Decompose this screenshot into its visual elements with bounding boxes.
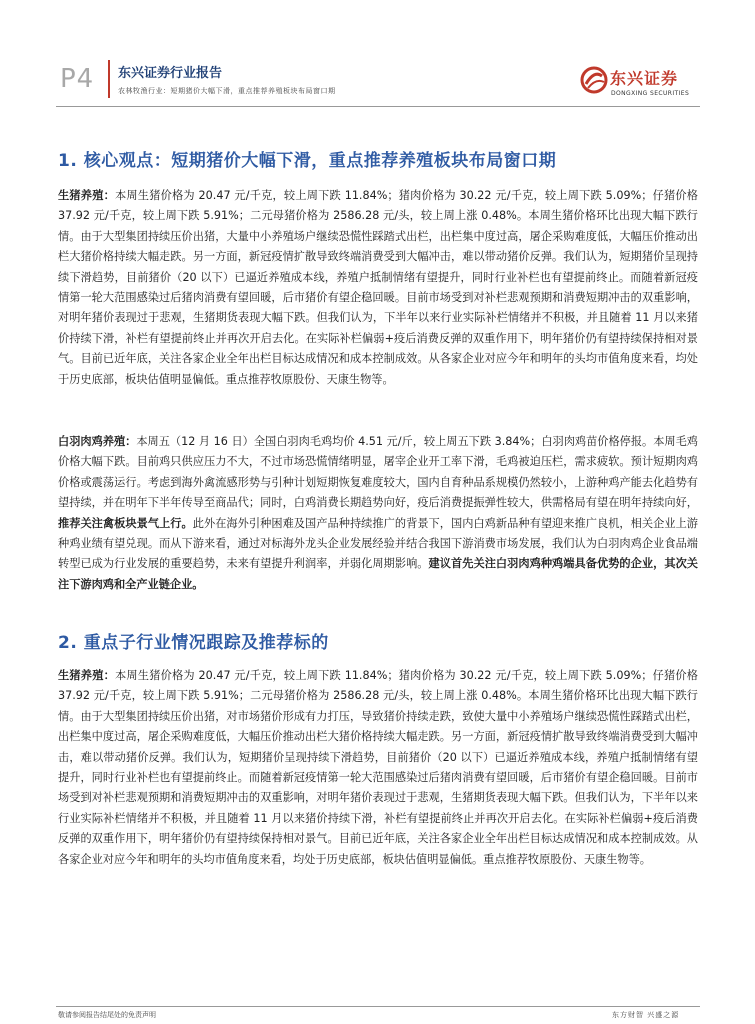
report-subtitle: 农林牧渔行业：短期猪价大幅下滑，重点推荐养殖板块布局窗口期 [118, 87, 336, 95]
page-header [0, 0, 755, 108]
footer-rule [56, 1006, 700, 1007]
header-divider [108, 60, 110, 98]
chicken-emphasis-1: 推荐关注禽板块景气上行。 [58, 516, 193, 530]
section-1-chicken-paragraph [58, 432, 698, 595]
chicken-body-2: 此外在海外引种困难及国产品种持续推广的背景下，国内白鸡新品种有望迎来推广良机，相关企业上游种鸡业绩有望兑现。而从下游来看，通过对标海外龙头企业发展经验并结合我国下游消费市场发展，我们认为白羽肉鸡企业食品端转型已成为行业发展的重要趋势，未来有望提升利润率，并弱化周期影响。 [58, 516, 698, 571]
pig-lead: 生猪养殖： [58, 189, 115, 202]
section-1-heading: 1. 核心观点：短期猪价大幅下滑，重点推荐养殖板块布局窗口期 [58, 151, 557, 171]
logo-emblem-icon [580, 66, 608, 94]
footer-disclaimer: 敬请参阅报告结尾处的免责声明 [58, 1011, 156, 1019]
section-2-heading: 2. 重点子行业情况跟踪及推荐标的 [58, 633, 329, 653]
company-logo [580, 64, 700, 104]
footer-slogan: 东方财智 兴盛之源 [612, 1011, 680, 1019]
logo-text-cn: 东兴证券 [610, 69, 679, 88]
pig-lead-2: 生猪养殖： [58, 669, 115, 682]
report-title: 东兴证券行业报告 [118, 66, 223, 81]
chicken-emphasis-2: 建议首先关注白羽肉鸡种鸡端具备优势的企业，其次关注下游肉鸡和全产业链企业。 [58, 557, 698, 591]
section-1-pig-paragraph [58, 186, 698, 390]
pig-body: 本周生猪价格为 20.47 元/千克，较上周下跌 11.84%；猪肉价格为 30.22 元/千克，较上周下跌 5.09%；仔猪价格 37.92 元/千克，较上周下跌 5.91%；二元母猪价格为 2586.28 元/头，较上周上涨 0.48%。本周生猪价格环比出现大幅下跌行情。由于大型集团持续压价出猪，大量中小养殖场户继续恐慌性踩踏式出栏，出栏集中度过高，屠企采购难度低，大幅压价推动出栏大猪价格持续大幅走跌。另一方面，新冠疫情扩散导致终端消费受到大幅冲击，难以带动猪价反弹。我们认为，短期猪价呈现持续下滑趋势，目前猪价（20 以下）已逼近养殖成本线，养殖户抵制情绪有望提升，同时行业补栏也有望提前终止。而随着新冠疫情第一轮大范围感染过后猪肉消费有望回暖，后市猪价有望企稳回暖。目前市场受到对补栏悲观预期和消费短期冲击的双重影响，对明年猪价表现过于悲观，生猪期货表现大幅下跌。但我们认为，下半年以来行业实际补栏情绪并不积极，并且随着 11 月以来猪价持续下滑，补栏有望提前终止并再次开启去化。在实际补栏偏弱+疫后消费反弹的双重作用下，明年猪价仍有望持续保持相对景气。目前已近年底，关注各家企业全年出栏目标达成情况和成本控制成效。从各家企业对应今年和明年的头均市值角度来看，均处于历史底部，板块估值明显偏低。重点推荐牧原股份、天康生物等。 [58, 189, 698, 386]
chicken-lead: 白羽肉鸡养殖： [58, 435, 137, 448]
pig-body-2: 本周生猪价格为 20.47 元/千克，较上周下跌 11.84%；猪肉价格为 30.22 元/千克，较上周下跌 5.09%；仔猪价格 37.92 元/千克，较上周下跌 5.91%；二元母猪价格为 2586.28 元/头，较上周上涨 0.48%。本周生猪价格环比出现大幅下跌行情。由于大型集团持续压价出猪，对市场猪价形成有力打压，导致猪价持续走跌，致使大量中小养殖场户继续恐慌性踩踏式出栏，出栏集中度过高，屠企采购难度低，大幅压价推动出栏大猪价格持续大幅走跌。另一方面，新冠疫情扩散导致终端消费受到大幅冲击，难以带动猪价反弹。我们认为，短期猪价呈现持续下滑趋势，目前猪价（20 以下）已逼近养殖成本线，养殖户抵制情绪有望提升，同时行业补栏也有望提前终止。而随着新冠疫情第一轮大范围感染过后猪肉消费有望回暖，后市猪价有望企稳回暖。目前市场受到对补栏悲观预期和消费短期冲击的双重影响，对明年猪价表现过于悲观，生猪期货表现大幅下跌。但我们认为，下半年以来行业实际补栏情绪并不积极，并且随着 11 月以来猪价持续下滑，补栏有望提前终止并再次开启去化。在实际补栏偏弱+疫后消费反弹的双重作用下，明年猪价仍有望持续保持相对景气。目前已近年底，关注各家企业全年出栏目标达成情况和成本控制成效。从各家企业对应今年和明年的头均市值角度来看，均处于历史底部，板块估值明显偏低。重点推荐牧原股份、天康生物等。 [58, 669, 698, 866]
page-number: P4 [60, 64, 95, 94]
logo-text-en: DONGXING SECURITIES [611, 90, 690, 97]
section-2-pig-paragraph [58, 666, 698, 870]
header-rule [56, 106, 700, 107]
chicken-body-1: 本周五（12 月 16 日）全国白羽肉毛鸡均价 4.51 元/斤，较上周五下跌 3.84%；白羽肉鸡苗价格停报。本周毛鸡价格大幅下跌。目前鸡只供应压力不大，不过市场恐慌情绪明显，屠宰企业开工率下滑，毛鸡被迫压栏，需求疲软。预计短期肉鸡价格或震荡运行。考虑到海外禽流感形势与引种计划短期恢复难度较大，国内自育种品系规模仍然较小，上游种鸡产能去化趋势有望持续，并在明年下半年传导至商品代；同时，白鸡消费长期趋势向好，疫后消费提振弹性较大，供需格局有望在明年持续向好， [58, 435, 698, 510]
